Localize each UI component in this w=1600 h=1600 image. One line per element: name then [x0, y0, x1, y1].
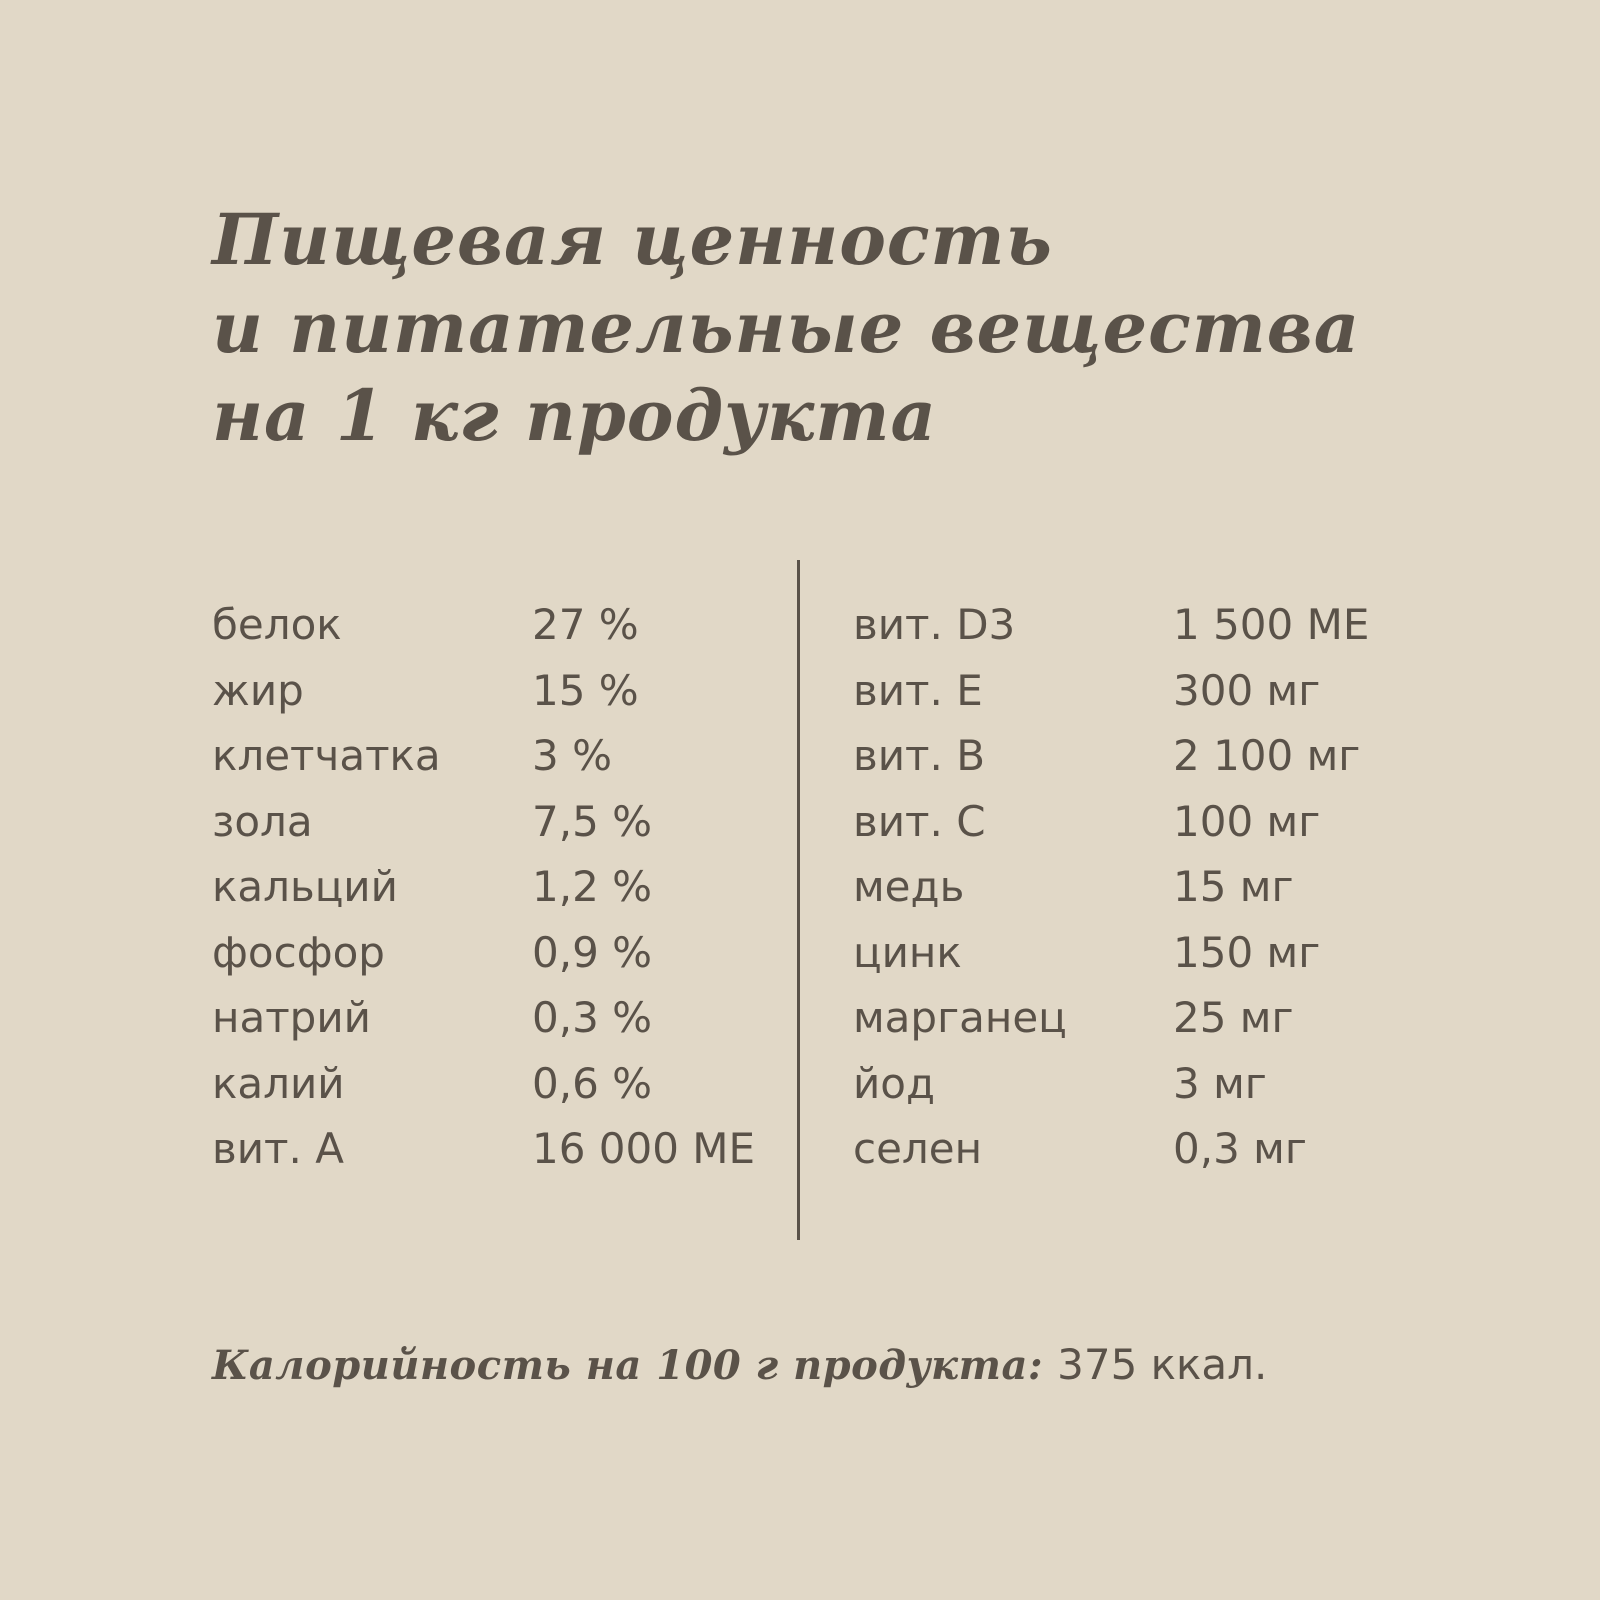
- title-line-1: Пищевая ценность: [212, 198, 1053, 281]
- nutrient-row: [212, 1116, 755, 1182]
- nutrient-row: [853, 854, 1369, 920]
- nutrient-row: [853, 723, 1369, 789]
- nutrient-value: 0,3 мг: [1173, 1124, 1307, 1174]
- nutrient-row: [853, 658, 1369, 724]
- nutrient-name: натрий: [212, 993, 371, 1043]
- column-divider: [797, 560, 800, 1240]
- nutrient-row: [212, 854, 755, 920]
- nutrient-value: 15 мг: [1173, 862, 1294, 912]
- nutrient-row: [853, 1051, 1369, 1117]
- nutrients-left-column: [212, 592, 755, 1182]
- title-line-3: на 1 кг продукта: [212, 374, 937, 457]
- calorie-info: [212, 1340, 1267, 1389]
- page-title: [212, 196, 1360, 460]
- nutrient-name: марганец: [853, 993, 1067, 1043]
- nutrient-name: белок: [212, 600, 342, 650]
- nutrient-value: 15 %: [532, 665, 639, 715]
- nutrient-name: селен: [853, 1124, 983, 1174]
- nutrient-row: [212, 789, 755, 855]
- nutrient-value: 3 %: [532, 731, 612, 781]
- nutrient-name: калий: [212, 1058, 345, 1108]
- nutrient-value: 100 мг: [1173, 796, 1321, 846]
- nutrient-row: [212, 920, 755, 986]
- nutrient-row: [212, 723, 755, 789]
- nutrient-row: [853, 920, 1369, 986]
- nutrient-name: цинк: [853, 927, 962, 977]
- nutrient-row: [853, 789, 1369, 855]
- nutrient-name: вит. С: [853, 796, 986, 846]
- nutrient-value: 1,2 %: [532, 862, 653, 912]
- nutrient-value: 3 мг: [1173, 1058, 1267, 1108]
- nutrient-row: [212, 658, 755, 724]
- nutrient-value: 0,9 %: [532, 927, 653, 977]
- nutrient-value: 2 100 мг: [1173, 731, 1361, 781]
- nutrient-name: йод: [853, 1058, 936, 1108]
- nutrient-value: 16 000 МЕ: [532, 1124, 756, 1174]
- nutrient-name: медь: [853, 862, 965, 912]
- nutrient-row: [212, 985, 755, 1051]
- nutrient-row: [212, 592, 755, 658]
- nutrient-row: [853, 1116, 1369, 1182]
- nutrient-name: зола: [212, 796, 313, 846]
- nutrient-name: вит. Е: [853, 665, 983, 715]
- nutrient-name: вит. D3: [853, 600, 1016, 650]
- nutrient-value: 300 мг: [1173, 665, 1321, 715]
- nutrient-value: 150 мг: [1173, 927, 1321, 977]
- title-line-2: и питательные вещества: [212, 286, 1361, 369]
- calorie-label: Калорийность на 100 г продукта:: [212, 1342, 1044, 1389]
- nutrient-value: 27 %: [532, 600, 639, 650]
- nutrient-value: 25 мг: [1173, 993, 1294, 1043]
- nutrient-value: 0,3 %: [532, 993, 653, 1043]
- nutrient-row: [853, 985, 1369, 1051]
- nutrients-right-column: [853, 592, 1369, 1182]
- nutrient-name: фосфор: [212, 927, 385, 977]
- nutrient-value: 0,6 %: [532, 1058, 653, 1108]
- nutrient-row: [853, 592, 1369, 658]
- nutrient-row: [212, 1051, 755, 1117]
- calorie-value: 375 ккал.: [1057, 1340, 1268, 1389]
- nutrient-name: вит. А: [212, 1124, 344, 1174]
- nutrient-name: кальций: [212, 862, 398, 912]
- nutrient-value: 7,5 %: [532, 796, 653, 846]
- nutrient-name: вит. В: [853, 731, 986, 781]
- nutrient-name: клетчатка: [212, 731, 441, 781]
- nutrient-name: жир: [212, 665, 304, 715]
- nutrient-value: 1 500 МЕ: [1173, 600, 1370, 650]
